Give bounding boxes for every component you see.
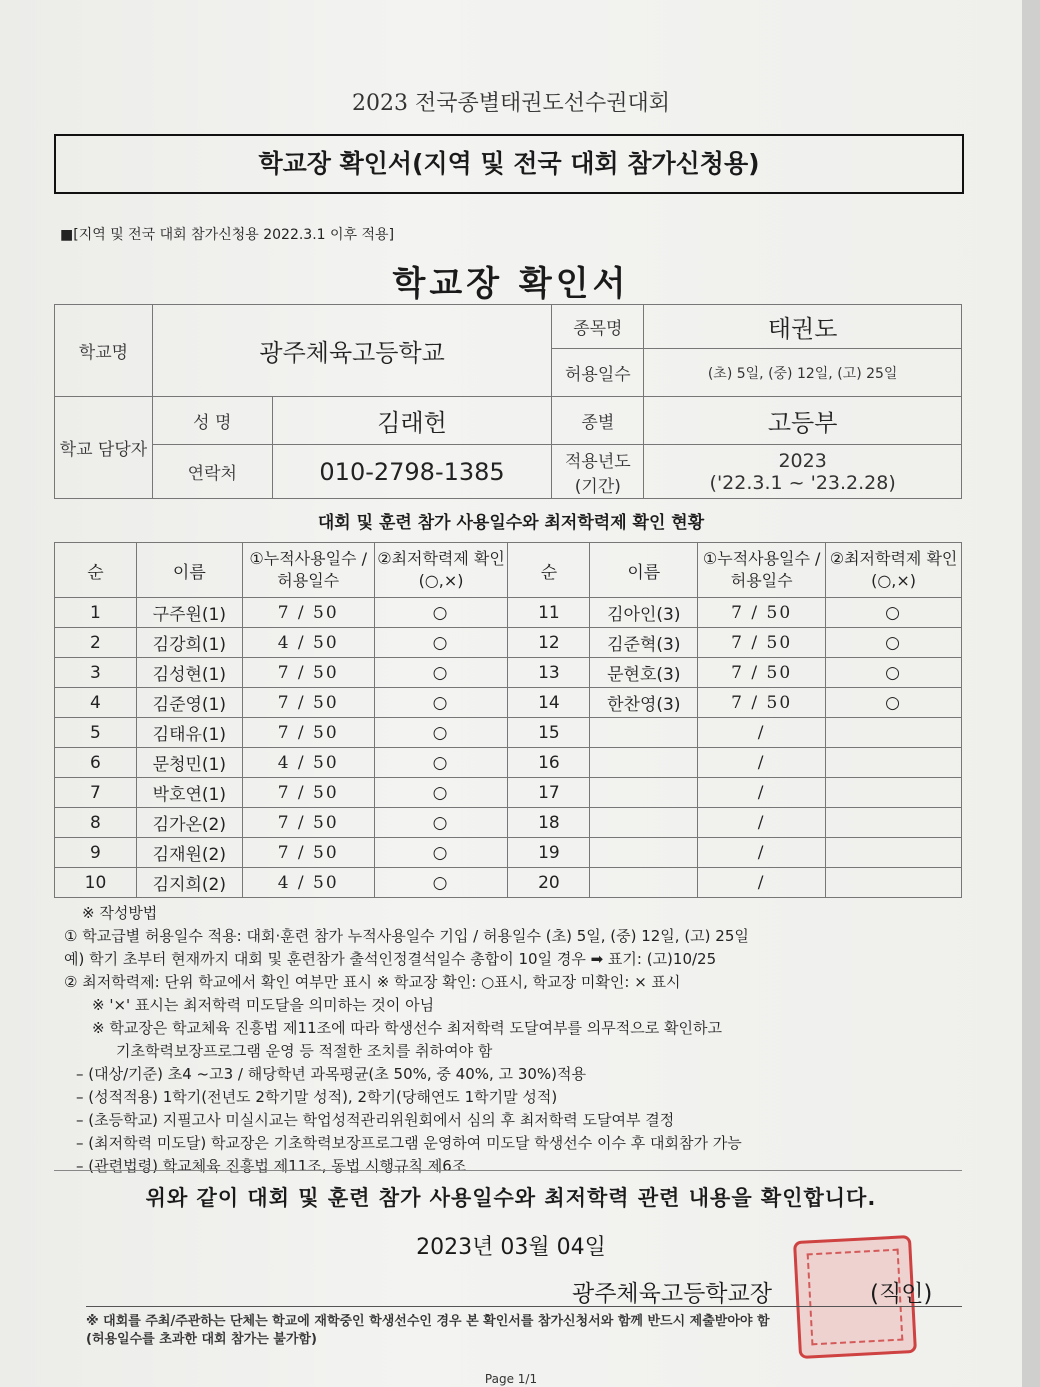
cell-days: 7 / 50 <box>242 688 374 718</box>
period: ('22.3.1 ~ '23.2.28) <box>709 471 896 494</box>
cell-check <box>826 778 962 808</box>
table-row <box>55 658 962 688</box>
confirmation-statement: 위와 같이 대회 및 훈련 참가 사용일수와 최저학력 관련 내용을 확인합니다. <box>145 1186 877 1210</box>
cell-name: 김가온(2) <box>136 808 242 838</box>
divider <box>86 1306 962 1307</box>
cell-days: 4 / 50 <box>242 628 374 658</box>
divider <box>54 1170 962 1171</box>
cell-name: 김태유(1) <box>136 718 242 748</box>
instruction-line: – (대상/기준) 초4 ~고3 / 해당학년 과목평균(초 50%, 중 40%, 고 30%)적용 <box>76 1065 586 1083</box>
cell-name: 박호연(1) <box>136 778 242 808</box>
school-name: 광주체육고등학교 <box>152 305 552 397</box>
cell-check: ○ <box>826 688 962 718</box>
col-check: ②최저학력제 확인(○,×) <box>374 543 508 598</box>
contact-value: 010-2798-1385 <box>272 445 552 499</box>
year-value <box>644 445 962 499</box>
cell-no: 13 <box>508 658 590 688</box>
cell-name: 구주원(1) <box>136 598 242 628</box>
cell-name <box>590 868 698 898</box>
cell-check: ○ <box>374 718 508 748</box>
cell-no: 11 <box>508 598 590 628</box>
instruction-line: ※ 학교장은 학교체육 진흥법 제11조에 따라 학생선수 최저학력 도달여부를 의무적으로 확인하고 <box>92 1019 722 1037</box>
cell-days: 4 / 50 <box>242 748 374 778</box>
instructions <box>64 902 964 1178</box>
cell-check: ○ <box>374 688 508 718</box>
col-no: 순 <box>508 543 590 598</box>
cell-days: 7 / 50 <box>698 688 826 718</box>
cell-days: 4 / 50 <box>242 868 374 898</box>
table-row <box>55 598 962 628</box>
cell-no: 15 <box>508 718 590 748</box>
year: 2023 <box>778 449 827 472</box>
year-label: 적용년도 (기간) <box>552 445 644 499</box>
cell-name <box>590 748 698 778</box>
cell-check: ○ <box>374 628 508 658</box>
manager-name: 김래헌 <box>272 397 552 445</box>
cell-name <box>590 718 698 748</box>
event-title: 2023 전국종별태권도선수권대회 <box>351 91 670 116</box>
cell-days: / <box>698 808 826 838</box>
cell-check: ○ <box>374 658 508 688</box>
cell-days: / <box>698 868 826 898</box>
cell-check: ○ <box>374 748 508 778</box>
cell-days: 7 / 50 <box>242 658 374 688</box>
cell-check: ○ <box>374 838 508 868</box>
cell-days: 7 / 50 <box>242 838 374 868</box>
allowed-days-value: (초) 5일, (중) 12일, (고) 25일 <box>644 349 962 397</box>
cell-days: 7 / 50 <box>698 658 826 688</box>
cell-check <box>826 718 962 748</box>
footnote <box>86 1313 966 1349</box>
application-note: ■[지역 및 전국 대회 참가신청용 2022.3.1 이후 적용] <box>60 227 395 243</box>
cell-days: / <box>698 778 826 808</box>
cell-name: 김지희(2) <box>136 868 242 898</box>
instruction-line: ※ 작성방법 <box>82 904 158 922</box>
cell-no: 4 <box>55 688 137 718</box>
cell-name <box>590 778 698 808</box>
cell-name <box>590 808 698 838</box>
cell-no: 12 <box>508 628 590 658</box>
cell-check: ○ <box>826 658 962 688</box>
instruction-line: – (초등학교) 지필고사 미실시교는 학업성적관리위원회에서 심의 후 최저학력 도달여부 결정 <box>76 1111 675 1129</box>
cell-no: 19 <box>508 838 590 868</box>
instruction-line: ② 최저학력제: 단위 학교에서 확인 여부만 표시 ※ 학교장 확인: ○표시, 학교장 미확인: × 표시 <box>64 973 681 991</box>
box-title: 학교장 확인서(지역 및 전국 대회 참가신청용) <box>54 134 964 194</box>
cell-days: 7 / 50 <box>242 778 374 808</box>
table-row <box>55 688 962 718</box>
cell-no: 20 <box>508 868 590 898</box>
cell-days: 7 / 50 <box>698 598 826 628</box>
table-row <box>55 868 962 898</box>
cell-days: / <box>698 838 826 868</box>
seal-label: (직인) <box>870 1281 933 1307</box>
cell-name: 문현호(3) <box>590 658 698 688</box>
cell-name: 김아인(3) <box>590 598 698 628</box>
cell-name: 김성현(1) <box>136 658 242 688</box>
col-name: 이름 <box>590 543 698 598</box>
cell-no: 1 <box>55 598 137 628</box>
cell-no: 17 <box>508 778 590 808</box>
cell-no: 9 <box>55 838 137 868</box>
col-no: 순 <box>55 543 137 598</box>
cell-no: 10 <box>55 868 137 898</box>
sport-value: 태권도 <box>644 305 962 349</box>
section-title: 대회 및 훈련 참가 사용일수와 최저학력제 확인 현황 <box>317 513 705 533</box>
cell-check <box>826 838 962 868</box>
cell-check <box>826 808 962 838</box>
cell-check: ○ <box>374 778 508 808</box>
category-label: 종별 <box>552 397 644 445</box>
cell-no: 18 <box>508 808 590 838</box>
cell-name: 김재원(2) <box>136 838 242 868</box>
cell-no: 6 <box>55 748 137 778</box>
cell-check <box>826 868 962 898</box>
cell-days: 7 / 50 <box>242 718 374 748</box>
cell-check: ○ <box>374 808 508 838</box>
table-row <box>55 718 962 748</box>
instruction-line: 기초학력보장프로그램 운영 등 적절한 조치를 취하여야 함 <box>116 1042 493 1060</box>
cell-days: 7 / 50 <box>698 628 826 658</box>
cell-days: 7 / 50 <box>242 598 374 628</box>
name-label: 성 명 <box>152 397 272 445</box>
document-title: 학교장 확인서 <box>392 264 630 304</box>
cell-name: 김강희(1) <box>136 628 242 658</box>
table-row <box>55 838 962 868</box>
school-label: 학교명 <box>55 305 153 397</box>
student-table <box>54 542 962 898</box>
cell-name <box>590 838 698 868</box>
issue-date: 2023년 03월 04일 <box>416 1235 606 1260</box>
cell-check: ○ <box>826 628 962 658</box>
cell-name: 문청민(1) <box>136 748 242 778</box>
cell-check: ○ <box>826 598 962 628</box>
col-name: 이름 <box>136 543 242 598</box>
table-row <box>55 778 962 808</box>
cell-no: 2 <box>55 628 137 658</box>
table-row <box>55 748 962 778</box>
instruction-line: ① 학교급별 허용일수 적용: 대회·훈련 참가 누적사용일수 기입 / 허용일수 (초) 5일, (중) 12일, (고) 25일 <box>64 927 749 945</box>
allowed-days-label: 허용일수 <box>552 349 644 397</box>
cell-name: 김준영(1) <box>136 688 242 718</box>
manager-label: 학교 담당자 <box>55 397 153 499</box>
cell-name: 한찬영(3) <box>590 688 698 718</box>
cell-no: 5 <box>55 718 137 748</box>
col-days: ①누적사용일수 /허용일수 <box>698 543 826 598</box>
instruction-line: – (관련법령) 학교체육 진흥법 제11조, 동법 시행규칙 제6조 <box>76 1157 467 1175</box>
cell-check: ○ <box>374 868 508 898</box>
sport-label: 종목명 <box>552 305 644 349</box>
cell-no: 14 <box>508 688 590 718</box>
col-days: ①누적사용일수 /허용일수 <box>242 543 374 598</box>
info-table <box>54 304 962 499</box>
cell-days: / <box>698 718 826 748</box>
cell-no: 16 <box>508 748 590 778</box>
category-value: 고등부 <box>644 397 962 445</box>
principal-name: 광주체육고등학교장 <box>572 1281 772 1307</box>
cell-no: 3 <box>55 658 137 688</box>
cell-no: 7 <box>55 778 137 808</box>
table-row <box>55 808 962 838</box>
cell-check <box>826 748 962 778</box>
cell-days: 7 / 50 <box>242 808 374 838</box>
cell-no: 8 <box>55 808 137 838</box>
instruction-line: 예) 학기 초부터 현재까지 대회 및 훈련참가 출석인정결석일수 총합이 10일 경우 ➡ 표기: (고)10/25 <box>64 950 717 968</box>
table-header-row <box>55 543 962 598</box>
contact-label: 연락처 <box>152 445 272 499</box>
instruction-line: ※ '×' 표시는 최저학력 미도달을 의미하는 것이 아님 <box>92 996 435 1014</box>
cell-check: ○ <box>374 598 508 628</box>
instruction-line: – (최저학력 미도달) 학교장은 기초학력보장프로그램 운영하여 미도달 학생선수 이수 후 대회참가 가능 <box>76 1134 742 1152</box>
page-number: Page 1/1 <box>484 1372 538 1386</box>
instruction-line: – (성적적용) 1학기(전년도 2학기말 성적), 2학기(당해연도 1학기말 성적) <box>76 1088 558 1106</box>
cell-name: 김준혁(3) <box>590 628 698 658</box>
footnote-line: ※ 대회를 주최/주관하는 단체는 학교에 재학중인 학생선수인 경우 본 확인서를 참가신청서와 함께 반드시 제출받아야 함 <box>86 1314 770 1329</box>
col-check: ②최저학력제 확인(○,×) <box>826 543 962 598</box>
footnote-line: (허용일수를 초과한 대회 참가는 불가함) <box>86 1332 317 1347</box>
table-row <box>55 628 962 658</box>
cell-days: / <box>698 748 826 778</box>
